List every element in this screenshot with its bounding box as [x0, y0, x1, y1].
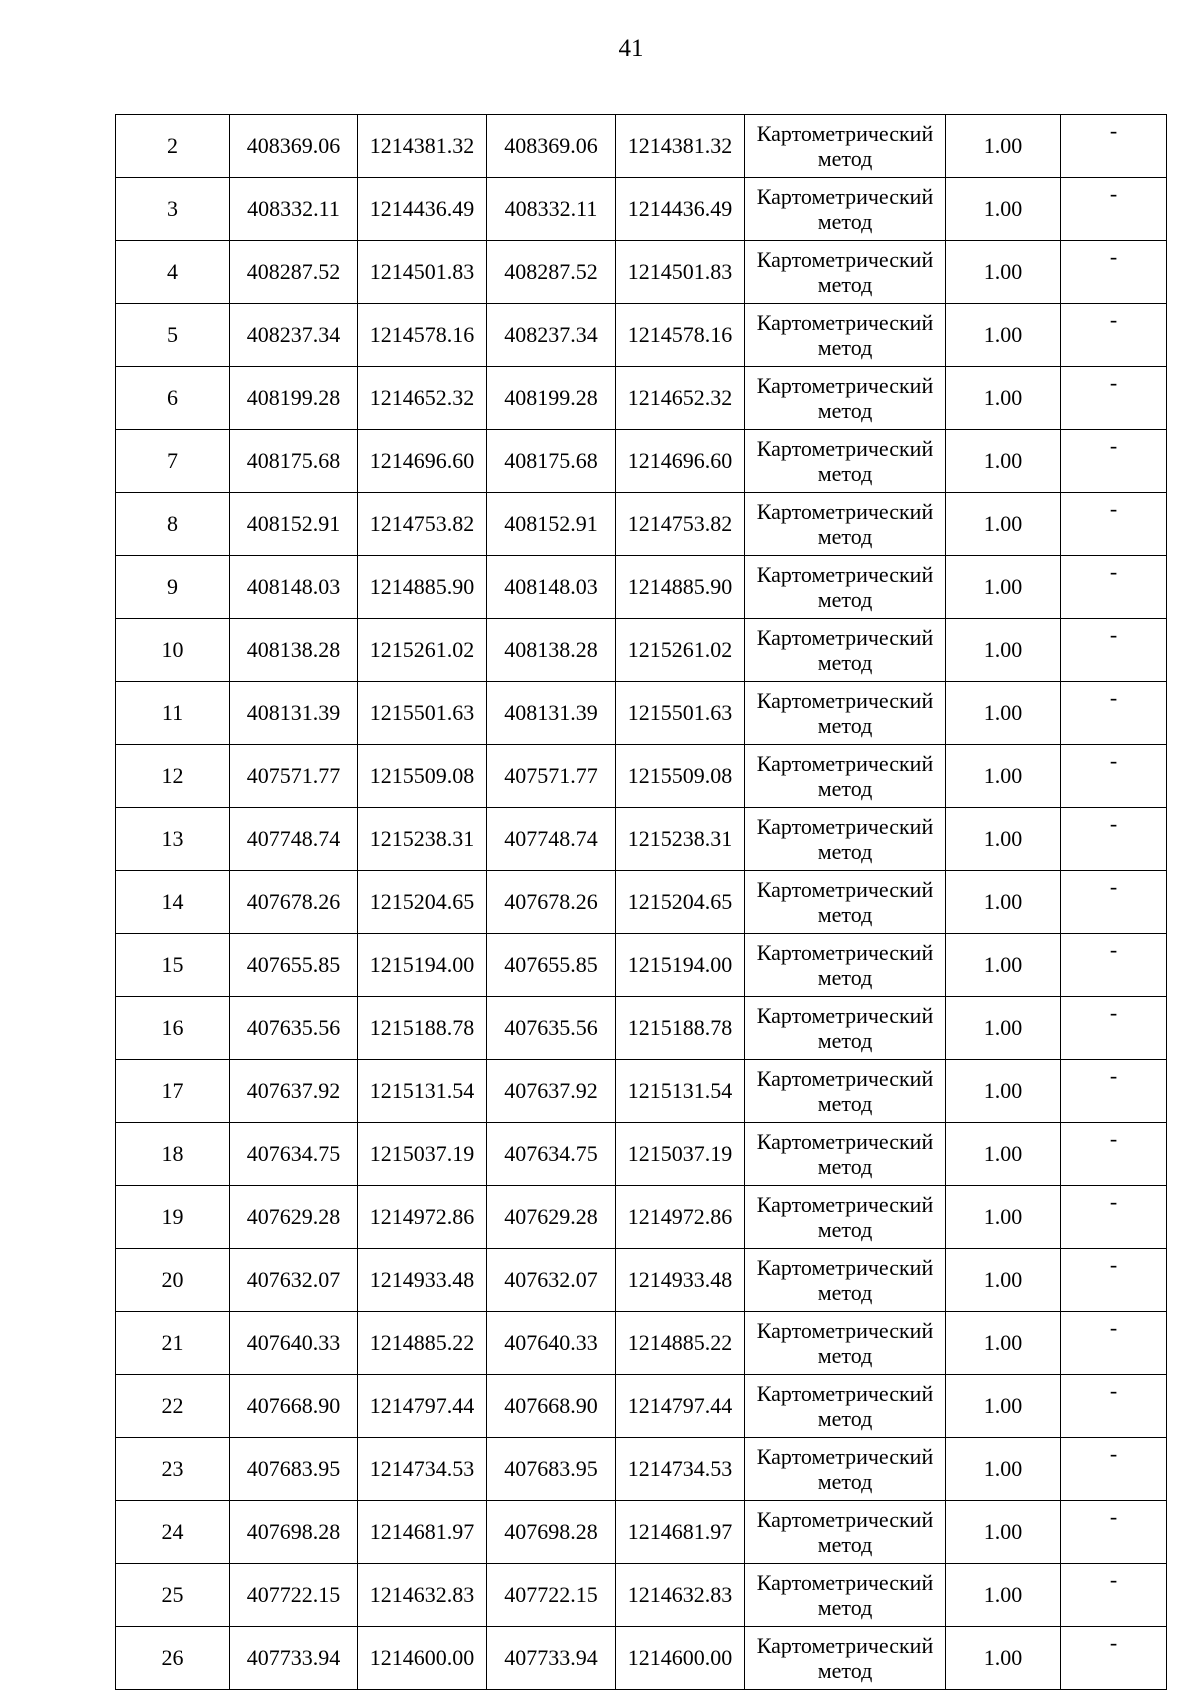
note-cell: -	[1061, 1564, 1167, 1627]
note-cell: -	[1061, 304, 1167, 367]
refined-y-cell: 1214632.83	[616, 1564, 745, 1627]
note-cell: -	[1061, 241, 1167, 304]
method-cell: Картометрический метод	[745, 682, 946, 745]
note-cell: -	[1061, 1375, 1167, 1438]
refined-x-cell: 407698.28	[487, 1501, 616, 1564]
note-cell: -	[1061, 115, 1167, 178]
existing-y-cell: 1214578.16	[358, 304, 487, 367]
method-cell: Картометрический метод	[745, 430, 946, 493]
note-cell: -	[1061, 682, 1167, 745]
refined-x-cell: 408332.11	[487, 178, 616, 241]
existing-y-cell: 1215261.02	[358, 619, 487, 682]
table-row	[116, 1501, 1167, 1564]
note-cell: -	[1061, 556, 1167, 619]
point-number-cell: 15	[116, 934, 230, 997]
table-row	[116, 241, 1167, 304]
existing-y-cell: 1214972.86	[358, 1186, 487, 1249]
existing-x-cell: 408152.91	[230, 493, 358, 556]
note-cell: -	[1061, 430, 1167, 493]
table-row	[116, 1564, 1167, 1627]
note-cell: -	[1061, 1501, 1167, 1564]
method-cell: Картометрический метод	[745, 178, 946, 241]
table-row	[116, 115, 1167, 178]
note-cell: -	[1061, 493, 1167, 556]
refined-x-cell: 408369.06	[487, 115, 616, 178]
existing-y-cell: 1215194.00	[358, 934, 487, 997]
point-number-cell: 8	[116, 493, 230, 556]
accuracy-cell: 1.00	[946, 241, 1061, 304]
refined-x-cell: 407640.33	[487, 1312, 616, 1375]
accuracy-cell: 1.00	[946, 493, 1061, 556]
existing-y-cell: 1215509.08	[358, 745, 487, 808]
refined-x-cell: 407722.15	[487, 1564, 616, 1627]
existing-x-cell: 408199.28	[230, 367, 358, 430]
existing-x-cell: 407634.75	[230, 1123, 358, 1186]
existing-y-cell: 1214652.32	[358, 367, 487, 430]
refined-y-cell: 1215501.63	[616, 682, 745, 745]
existing-y-cell: 1214436.49	[358, 178, 487, 241]
existing-x-cell: 408369.06	[230, 115, 358, 178]
accuracy-cell: 1.00	[946, 682, 1061, 745]
refined-y-cell: 1214681.97	[616, 1501, 745, 1564]
refined-x-cell: 407655.85	[487, 934, 616, 997]
existing-y-cell: 1214933.48	[358, 1249, 487, 1312]
existing-x-cell: 407748.74	[230, 808, 358, 871]
existing-x-cell: 408138.28	[230, 619, 358, 682]
table-row	[116, 556, 1167, 619]
note-cell: -	[1061, 1312, 1167, 1375]
point-number-cell: 24	[116, 1501, 230, 1564]
existing-x-cell: 407655.85	[230, 934, 358, 997]
note-cell: -	[1061, 997, 1167, 1060]
accuracy-cell: 1.00	[946, 808, 1061, 871]
refined-y-cell: 1214578.16	[616, 304, 745, 367]
accuracy-cell: 1.00	[946, 178, 1061, 241]
existing-y-cell: 1214681.97	[358, 1501, 487, 1564]
accuracy-cell: 1.00	[946, 430, 1061, 493]
table-row	[116, 1312, 1167, 1375]
method-cell: Картометрический метод	[745, 115, 946, 178]
existing-x-cell: 407637.92	[230, 1060, 358, 1123]
refined-x-cell: 408131.39	[487, 682, 616, 745]
accuracy-cell: 1.00	[946, 1627, 1061, 1690]
table-row	[116, 682, 1167, 745]
existing-y-cell: 1214885.22	[358, 1312, 487, 1375]
refined-x-cell: 407683.95	[487, 1438, 616, 1501]
accuracy-cell: 1.00	[946, 115, 1061, 178]
existing-x-cell: 407678.26	[230, 871, 358, 934]
accuracy-cell: 1.00	[946, 934, 1061, 997]
accuracy-cell: 1.00	[946, 1501, 1061, 1564]
refined-x-cell: 407748.74	[487, 808, 616, 871]
existing-y-cell: 1214381.32	[358, 115, 487, 178]
existing-x-cell: 407640.33	[230, 1312, 358, 1375]
refined-y-cell: 1214734.53	[616, 1438, 745, 1501]
refined-y-cell: 1215131.54	[616, 1060, 745, 1123]
point-number-cell: 17	[116, 1060, 230, 1123]
method-cell: Картометрический метод	[745, 1627, 946, 1690]
point-number-cell: 14	[116, 871, 230, 934]
note-cell: -	[1061, 808, 1167, 871]
note-cell: -	[1061, 871, 1167, 934]
existing-y-cell: 1214734.53	[358, 1438, 487, 1501]
method-cell: Картометрический метод	[745, 997, 946, 1060]
existing-x-cell: 407571.77	[230, 745, 358, 808]
refined-y-cell: 1215509.08	[616, 745, 745, 808]
existing-x-cell: 408237.34	[230, 304, 358, 367]
point-number-cell: 21	[116, 1312, 230, 1375]
refined-y-cell: 1214652.32	[616, 367, 745, 430]
refined-y-cell: 1215037.19	[616, 1123, 745, 1186]
table-row	[116, 430, 1167, 493]
point-number-cell: 19	[116, 1186, 230, 1249]
accuracy-cell: 1.00	[946, 871, 1061, 934]
refined-x-cell: 407635.56	[487, 997, 616, 1060]
table-row	[116, 1249, 1167, 1312]
table-body	[116, 115, 1167, 1690]
existing-y-cell: 1215501.63	[358, 682, 487, 745]
method-cell: Картометрический метод	[745, 934, 946, 997]
method-cell: Картометрический метод	[745, 1249, 946, 1312]
table-row	[116, 619, 1167, 682]
point-number-cell: 6	[116, 367, 230, 430]
note-cell: -	[1061, 1186, 1167, 1249]
existing-x-cell: 408175.68	[230, 430, 358, 493]
method-cell: Картометрический метод	[745, 241, 946, 304]
refined-x-cell: 407637.92	[487, 1060, 616, 1123]
existing-x-cell: 407632.07	[230, 1249, 358, 1312]
existing-y-cell: 1214600.00	[358, 1627, 487, 1690]
table-row	[116, 1186, 1167, 1249]
refined-y-cell: 1214600.00	[616, 1627, 745, 1690]
method-cell: Картометрический метод	[745, 619, 946, 682]
table-row	[116, 1375, 1167, 1438]
point-number-cell: 16	[116, 997, 230, 1060]
note-cell: -	[1061, 1123, 1167, 1186]
point-number-cell: 23	[116, 1438, 230, 1501]
existing-y-cell: 1215131.54	[358, 1060, 487, 1123]
refined-y-cell: 1214933.48	[616, 1249, 745, 1312]
existing-x-cell: 407668.90	[230, 1375, 358, 1438]
note-cell: -	[1061, 1627, 1167, 1690]
accuracy-cell: 1.00	[946, 1312, 1061, 1375]
table-row	[116, 871, 1167, 934]
accuracy-cell: 1.00	[946, 997, 1061, 1060]
existing-x-cell: 408131.39	[230, 682, 358, 745]
method-cell: Картометрический метод	[745, 745, 946, 808]
existing-y-cell: 1214632.83	[358, 1564, 487, 1627]
table-row	[116, 1627, 1167, 1690]
method-cell: Картометрический метод	[745, 367, 946, 430]
accuracy-cell: 1.00	[946, 1186, 1061, 1249]
method-cell: Картометрический метод	[745, 1375, 946, 1438]
existing-y-cell: 1215204.65	[358, 871, 487, 934]
method-cell: Картометрический метод	[745, 871, 946, 934]
refined-x-cell: 407733.94	[487, 1627, 616, 1690]
accuracy-cell: 1.00	[946, 1123, 1061, 1186]
note-cell: -	[1061, 619, 1167, 682]
existing-x-cell: 407733.94	[230, 1627, 358, 1690]
refined-x-cell: 407668.90	[487, 1375, 616, 1438]
refined-x-cell: 408199.28	[487, 367, 616, 430]
accuracy-cell: 1.00	[946, 1375, 1061, 1438]
refined-x-cell: 407629.28	[487, 1186, 616, 1249]
refined-y-cell: 1215194.00	[616, 934, 745, 997]
point-number-cell: 2	[116, 115, 230, 178]
point-number-cell: 4	[116, 241, 230, 304]
refined-y-cell: 1214381.32	[616, 115, 745, 178]
method-cell: Картометрический метод	[745, 1123, 946, 1186]
method-cell: Картометрический метод	[745, 493, 946, 556]
existing-x-cell: 407698.28	[230, 1501, 358, 1564]
method-cell: Картометрический метод	[745, 1060, 946, 1123]
note-cell: -	[1061, 745, 1167, 808]
point-number-cell: 26	[116, 1627, 230, 1690]
refined-y-cell: 1214885.90	[616, 556, 745, 619]
page-number: 41	[618, 35, 644, 62]
existing-x-cell: 407683.95	[230, 1438, 358, 1501]
accuracy-cell: 1.00	[946, 1564, 1061, 1627]
note-cell: -	[1061, 1060, 1167, 1123]
point-number-cell: 9	[116, 556, 230, 619]
table-row	[116, 997, 1167, 1060]
existing-y-cell: 1215238.31	[358, 808, 487, 871]
refined-y-cell: 1215204.65	[616, 871, 745, 934]
accuracy-cell: 1.00	[946, 745, 1061, 808]
refined-y-cell: 1214885.22	[616, 1312, 745, 1375]
accuracy-cell: 1.00	[946, 367, 1061, 430]
method-cell: Картометрический метод	[745, 1564, 946, 1627]
existing-y-cell: 1215037.19	[358, 1123, 487, 1186]
note-cell: -	[1061, 1438, 1167, 1501]
table-row	[116, 808, 1167, 871]
table-row	[116, 1438, 1167, 1501]
existing-y-cell: 1214885.90	[358, 556, 487, 619]
table-row	[116, 367, 1167, 430]
point-number-cell: 7	[116, 430, 230, 493]
existing-y-cell: 1214696.60	[358, 430, 487, 493]
refined-y-cell: 1215238.31	[616, 808, 745, 871]
existing-y-cell: 1214797.44	[358, 1375, 487, 1438]
refined-x-cell: 408152.91	[487, 493, 616, 556]
point-number-cell: 12	[116, 745, 230, 808]
refined-x-cell: 408175.68	[487, 430, 616, 493]
refined-x-cell: 408287.52	[487, 241, 616, 304]
refined-y-cell: 1214501.83	[616, 241, 745, 304]
point-number-cell: 5	[116, 304, 230, 367]
existing-x-cell: 407629.28	[230, 1186, 358, 1249]
table-row	[116, 934, 1167, 997]
table-row	[116, 493, 1167, 556]
table-row	[116, 1060, 1167, 1123]
accuracy-cell: 1.00	[946, 304, 1061, 367]
point-number-cell: 20	[116, 1249, 230, 1312]
refined-x-cell: 408138.28	[487, 619, 616, 682]
table-row	[116, 178, 1167, 241]
note-cell: -	[1061, 367, 1167, 430]
existing-y-cell: 1214753.82	[358, 493, 487, 556]
existing-x-cell: 407722.15	[230, 1564, 358, 1627]
existing-x-cell: 408148.03	[230, 556, 358, 619]
method-cell: Картометрический метод	[745, 556, 946, 619]
refined-y-cell: 1215261.02	[616, 619, 745, 682]
point-number-cell: 11	[116, 682, 230, 745]
note-cell: -	[1061, 934, 1167, 997]
existing-x-cell: 408332.11	[230, 178, 358, 241]
refined-y-cell: 1214797.44	[616, 1375, 745, 1438]
note-cell: -	[1061, 178, 1167, 241]
refined-x-cell: 407634.75	[487, 1123, 616, 1186]
point-number-cell: 10	[116, 619, 230, 682]
refined-y-cell: 1215188.78	[616, 997, 745, 1060]
method-cell: Картометрический метод	[745, 1438, 946, 1501]
refined-y-cell: 1214436.49	[616, 178, 745, 241]
refined-x-cell: 408148.03	[487, 556, 616, 619]
table-row	[116, 745, 1167, 808]
point-number-cell: 22	[116, 1375, 230, 1438]
accuracy-cell: 1.00	[946, 556, 1061, 619]
existing-y-cell: 1214501.83	[358, 241, 487, 304]
point-number-cell: 3	[116, 178, 230, 241]
accuracy-cell: 1.00	[946, 1249, 1061, 1312]
refined-y-cell: 1214972.86	[616, 1186, 745, 1249]
table-row	[116, 1123, 1167, 1186]
method-cell: Картометрический метод	[745, 304, 946, 367]
point-number-cell: 13	[116, 808, 230, 871]
table-row	[116, 304, 1167, 367]
accuracy-cell: 1.00	[946, 1438, 1061, 1501]
refined-y-cell: 1214696.60	[616, 430, 745, 493]
accuracy-cell: 1.00	[946, 1060, 1061, 1123]
refined-y-cell: 1214753.82	[616, 493, 745, 556]
refined-x-cell: 407632.07	[487, 1249, 616, 1312]
point-number-cell: 25	[116, 1564, 230, 1627]
existing-x-cell: 408287.52	[230, 241, 358, 304]
existing-y-cell: 1215188.78	[358, 997, 487, 1060]
method-cell: Картометрический метод	[745, 1501, 946, 1564]
method-cell: Картометрический метод	[745, 1186, 946, 1249]
accuracy-cell: 1.00	[946, 619, 1061, 682]
note-cell: -	[1061, 1249, 1167, 1312]
point-number-cell: 18	[116, 1123, 230, 1186]
refined-x-cell: 407678.26	[487, 871, 616, 934]
method-cell: Картометрический метод	[745, 1312, 946, 1375]
refined-x-cell: 408237.34	[487, 304, 616, 367]
coordinates-table	[115, 114, 1167, 1690]
refined-x-cell: 407571.77	[487, 745, 616, 808]
existing-x-cell: 407635.56	[230, 997, 358, 1060]
method-cell: Картометрический метод	[745, 808, 946, 871]
